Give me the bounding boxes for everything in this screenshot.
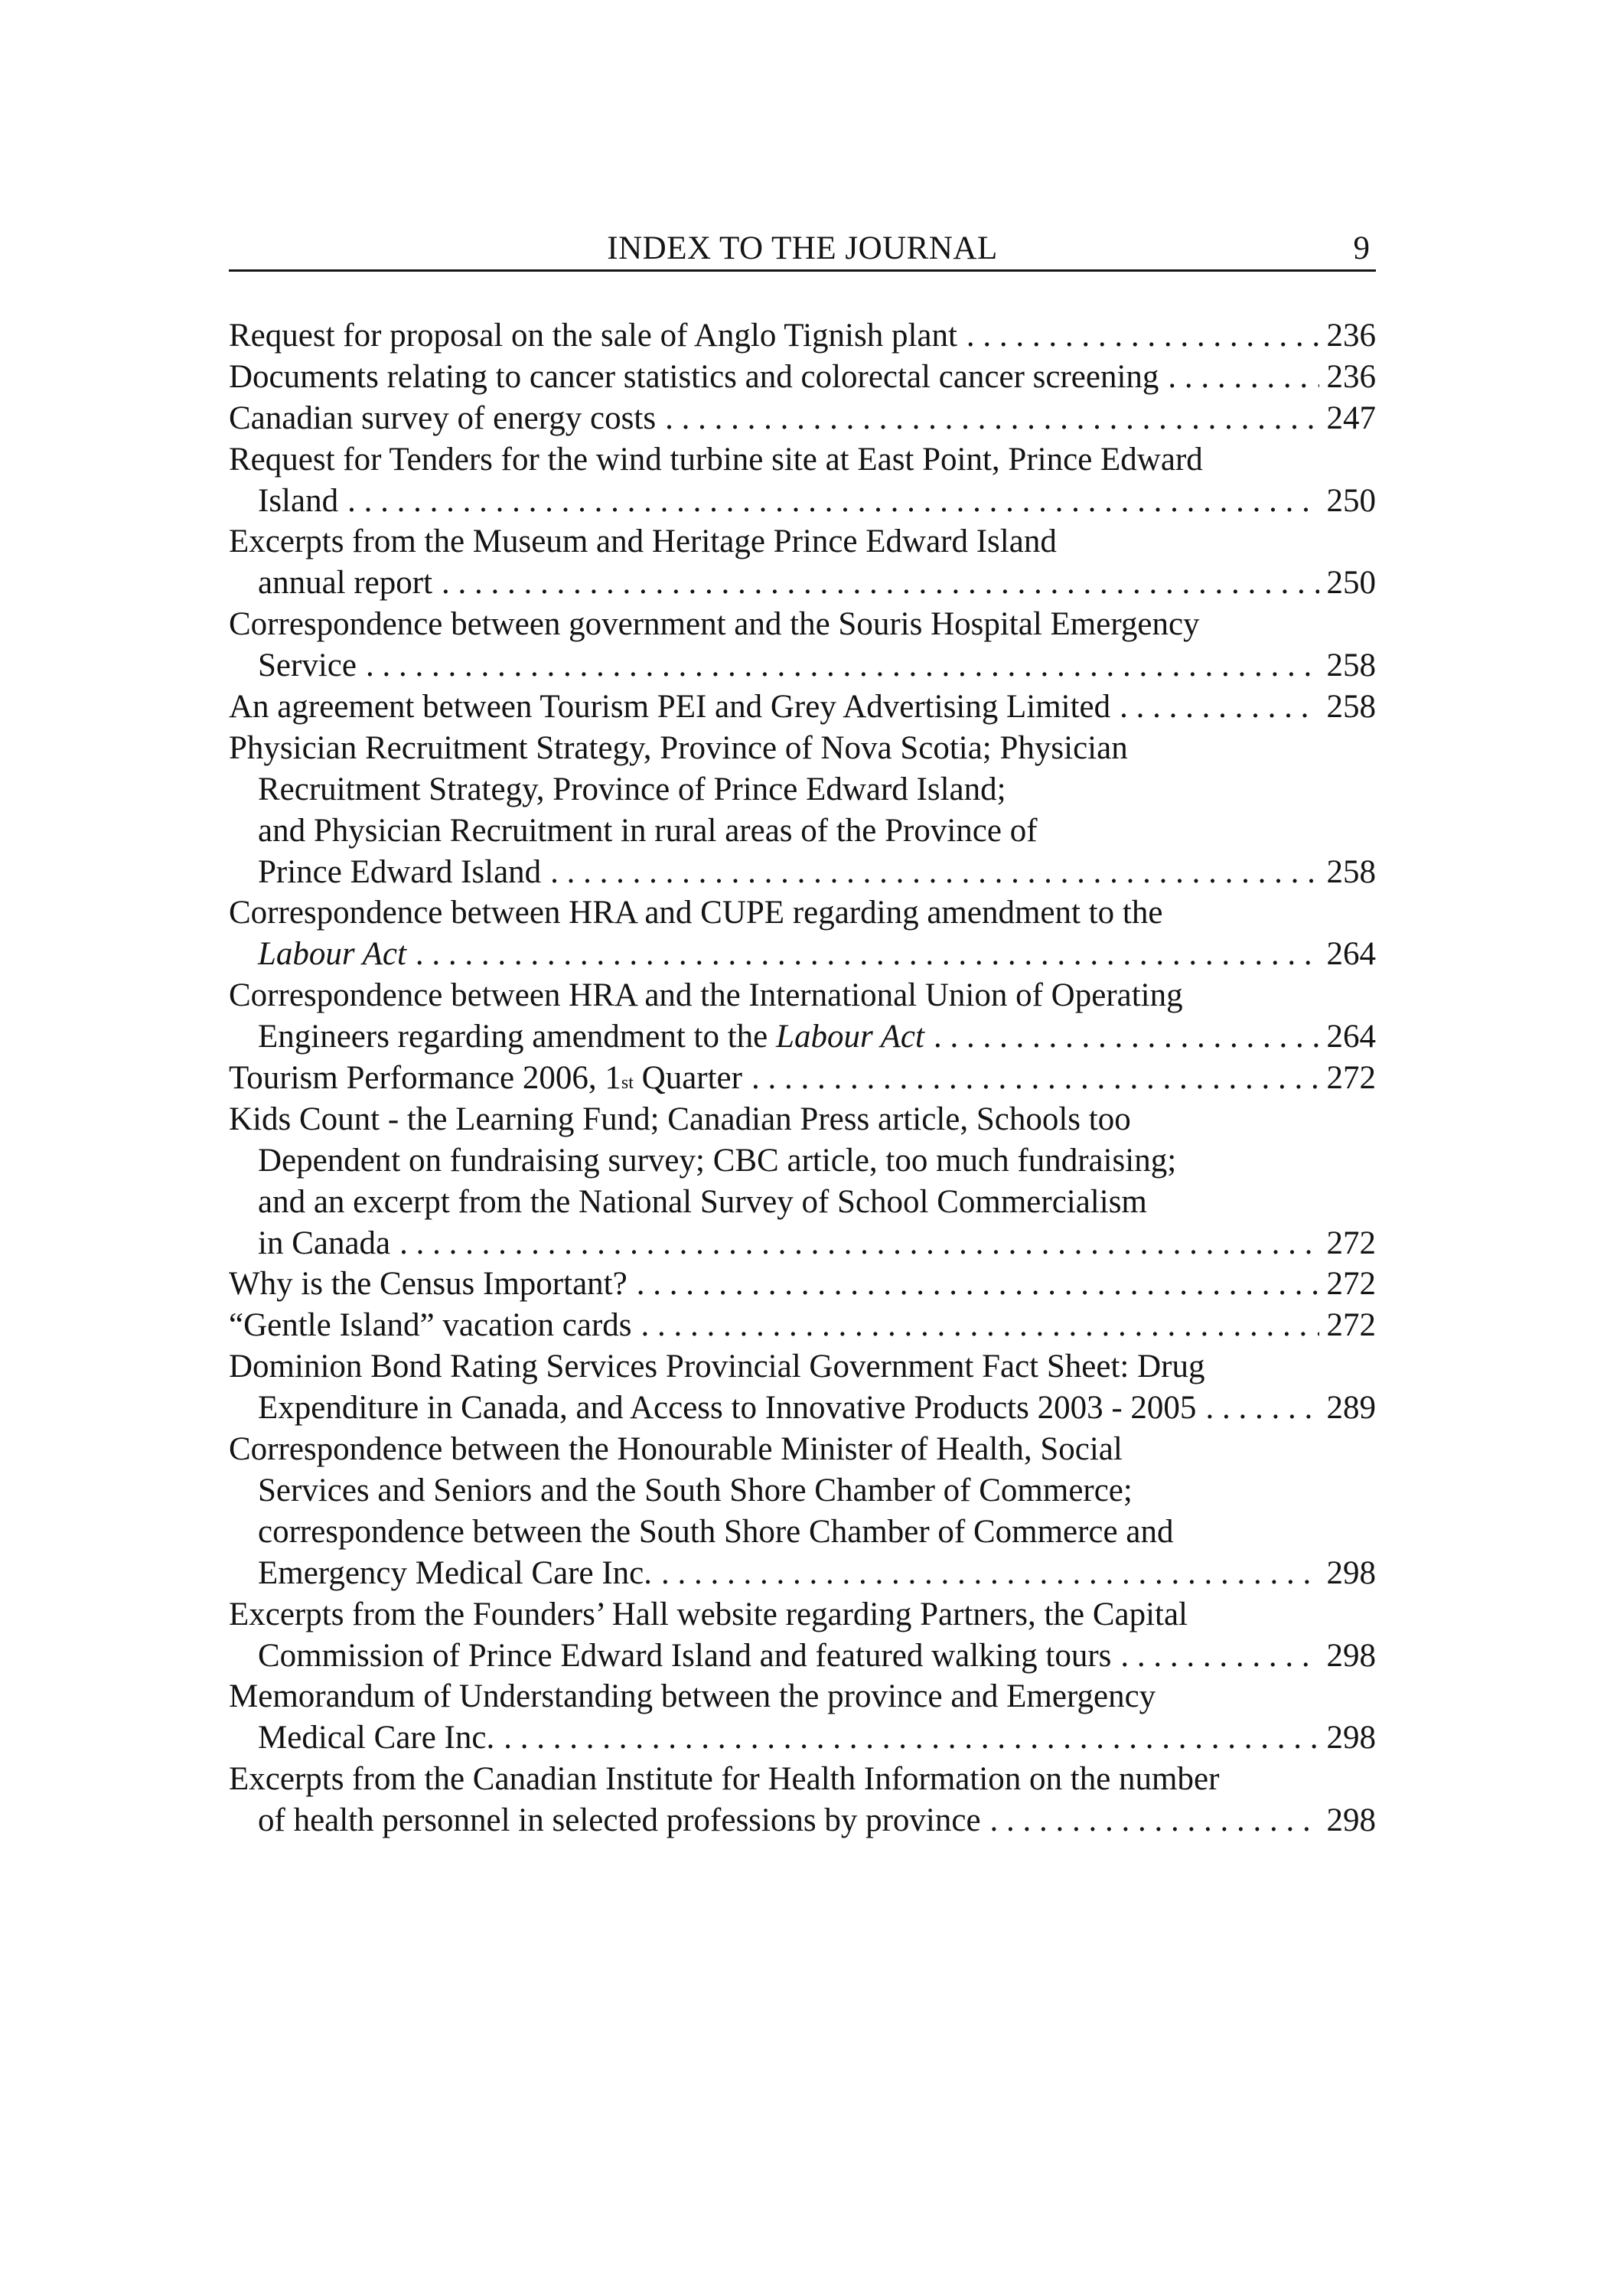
entry-page-number: 272: [1326, 1266, 1376, 1303]
index-entry-line: Tourism Performance 2006, 1 st Quarter . . . 272: [229, 1058, 1376, 1099]
index-entry: [229, 357, 1376, 398]
entry-page-number: 247: [1326, 400, 1376, 436]
entry-page-number: 272: [1326, 1060, 1376, 1097]
entry-text: Expenditure in Canada, and Access to Innovative Products 2003 - 2005: [258, 1390, 1197, 1427]
index-entry: [229, 687, 1376, 728]
index-entry-line: [229, 1429, 1376, 1470]
entry-page-number: 236: [1326, 358, 1376, 395]
entry-text: Kids Count - the Learning Fund; Canadian Press article, Schools too: [229, 1101, 1131, 1137]
entry-text: Correspondence between HRA and the International Union of Operating: [229, 977, 1183, 1014]
index-entry-line: [229, 892, 1376, 934]
index-entry-line: [229, 1594, 1376, 1636]
entry-page-number: 250: [1326, 565, 1376, 602]
index-entry-line: [229, 1676, 1376, 1717]
entry-text: of health personnel in selected professions by province: [258, 1802, 981, 1839]
index-entry: [229, 398, 1376, 439]
index-entry-line: [229, 315, 1376, 357]
entry-text: Canadian survey of energy costs: [229, 400, 657, 436]
dot-leader: [990, 1800, 1319, 1841]
dot-leader: [366, 645, 1319, 687]
entry-text: Excerpts from the Founders’ Hall website regarding Partners, the Capital: [229, 1596, 1188, 1632]
dot-leader: [550, 852, 1319, 893]
index-entry: [229, 1305, 1376, 1346]
index-entry-line: [229, 645, 1376, 687]
entry-page-number: 258: [1326, 689, 1376, 726]
index-entry-line: [229, 1264, 1376, 1305]
entry-page-number: 272: [1326, 1307, 1376, 1344]
entry-text: Dominion Bond Rating Services Provincial Government Fact Sheet: Drug: [229, 1349, 1205, 1385]
index-entry-line: [229, 521, 1376, 563]
dot-leader: [1120, 687, 1319, 728]
entry-text: Medical Care Inc.: [258, 1720, 495, 1756]
entry-text: Why is the Census Important?: [229, 1266, 627, 1303]
index-entry-line: [229, 357, 1376, 398]
entry-text: Quarter: [641, 1060, 742, 1097]
entry-text: Emergency Medical Care Inc.: [258, 1554, 652, 1591]
entry-text: Dependent on fundraising survey; CBC article, too much fundraising;: [258, 1142, 1177, 1179]
entry-page-number: 264: [1326, 936, 1376, 973]
entry-text: An agreement between Tourism PEI and Grey Advertising Limited: [229, 689, 1111, 726]
index-entry-line: [229, 975, 1376, 1016]
index-entry-line: [229, 934, 1376, 975]
dot-leader: [504, 1717, 1319, 1759]
dot-leader: [399, 1223, 1319, 1264]
index-entry: [229, 975, 1376, 1058]
entry-text: Recruitment Strategy, Province of Prince Edward Island;: [258, 771, 1006, 807]
entry-text-italic: Labour Act: [258, 936, 406, 973]
index-entry: [229, 1264, 1376, 1305]
index-entry: [229, 604, 1376, 687]
entry-page-number: 236: [1326, 318, 1376, 354]
index-entry-line: [229, 1223, 1376, 1264]
dot-leader: [1205, 1388, 1319, 1429]
dot-leader: [641, 1305, 1319, 1346]
entry-text: correspondence between the South Shore Chamber of Commerce and: [258, 1513, 1174, 1550]
dot-leader: [966, 315, 1319, 357]
index-entry-line: [229, 810, 1376, 852]
dot-leader: [751, 1058, 1319, 1099]
index-entry-line: [229, 398, 1376, 439]
entry-text: Request for Tenders for the wind turbine site at East Point, Prince Edward: [229, 441, 1203, 478]
index-entry: [229, 1676, 1376, 1759]
index-entry-line: [229, 1636, 1376, 1677]
index-entry-line: [229, 769, 1376, 810]
index-entry-line: [229, 1140, 1376, 1182]
index-entry-line: [229, 1470, 1376, 1512]
page-number: 9: [1353, 230, 1370, 266]
entry-page-number: 298: [1326, 1720, 1376, 1756]
entry-text: annual report: [258, 565, 433, 602]
dot-leader: [1168, 357, 1319, 398]
entry-page-number: 298: [1326, 1802, 1376, 1839]
index-entry: [229, 1429, 1376, 1594]
entry-text: Prince Edward Island: [258, 853, 542, 890]
index-entry-line: [229, 1717, 1376, 1759]
dot-leader: [661, 1553, 1319, 1594]
entry-text: Request for proposal on the sale of Anglo Tignish plant: [229, 318, 957, 354]
index-entry-line: [229, 563, 1376, 604]
entry-text: Island: [258, 482, 339, 519]
index-entry-line: [229, 1553, 1376, 1594]
entry-text: Excerpts from the Museum and Heritage Prince Edward Island: [229, 523, 1057, 560]
entry-page-number: 298: [1326, 1637, 1376, 1674]
index-entry-line: [229, 1512, 1376, 1553]
index-entry-line: [229, 439, 1376, 481]
entry-text: and an excerpt from the National Survey of School Commercialism: [258, 1183, 1147, 1220]
dot-leader: [442, 563, 1319, 604]
entry-text: Correspondence between government and the Souris Hospital Emergency: [229, 606, 1200, 643]
entry-text: “Gentle Island” vacation cards: [229, 1307, 632, 1344]
entry-text: in Canada: [258, 1225, 391, 1261]
index-entry-line: [229, 481, 1376, 522]
dot-leader: [665, 398, 1319, 439]
entry-text: Engineers regarding amendment to the: [258, 1019, 768, 1055]
entry-text: Memorandum of Understanding between the province and Emergency: [229, 1678, 1156, 1715]
entry-text: Excerpts from the Canadian Institute for Health Information on the number: [229, 1761, 1220, 1798]
entry-text: and Physician Recruitment in rural areas of the Province of: [258, 812, 1038, 849]
index-entry-line: [229, 1759, 1376, 1800]
index-list: [229, 315, 1376, 1841]
entry-text-italic: Labour Act: [776, 1019, 924, 1055]
index-entry-line: [229, 728, 1376, 769]
index-entry: [229, 1346, 1376, 1429]
running-header: [229, 228, 1376, 272]
index-entry: [229, 892, 1376, 975]
index-entry: [229, 521, 1376, 604]
entry-page-number: 298: [1326, 1554, 1376, 1591]
entry-page-number: 250: [1326, 482, 1376, 519]
index-entry: [229, 728, 1376, 893]
index-entry-line: [229, 1388, 1376, 1429]
dot-leader: [934, 1016, 1319, 1058]
index-entry-line: [229, 1346, 1376, 1388]
dot-leader: [637, 1264, 1319, 1305]
entry-text: Commission of Prince Edward Island and featured walking tours: [258, 1637, 1112, 1674]
index-entry: [229, 315, 1376, 357]
dot-leader: [416, 934, 1319, 975]
index-entry-line: [229, 1305, 1376, 1346]
index-entry-line: [229, 852, 1376, 893]
entry-text: Physician Recruitment Strategy, Province of Nova Scotia; Physician: [229, 729, 1128, 766]
entry-page-number: 258: [1326, 647, 1376, 684]
index-entry-line: [229, 1016, 1376, 1058]
index-entry: [229, 1058, 1376, 1099]
page-title: INDEX TO THE JOURNAL: [607, 230, 998, 266]
index-entry-line: [229, 604, 1376, 645]
entry-text: Documents relating to cancer statistics and colorectal cancer screening: [229, 358, 1159, 395]
index-entry-line: [229, 687, 1376, 728]
index-entry-line: [229, 1800, 1376, 1841]
dot-leader: [347, 481, 1319, 522]
entry-text: Tourism Performance 2006, 1: [229, 1060, 621, 1097]
entry-page-number: 264: [1326, 1019, 1376, 1055]
index-entry-line: [229, 1099, 1376, 1140]
entry-text: Service: [258, 647, 357, 684]
index-entry: [229, 1594, 1376, 1677]
index-entry: [229, 439, 1376, 522]
index-entry-line: [229, 1182, 1376, 1223]
entry-page-number: 272: [1326, 1225, 1376, 1261]
index-entry: [229, 1759, 1376, 1841]
entry-text: Services and Seniors and the South Shore Chamber of Commerce;: [258, 1472, 1133, 1508]
index-entry: [229, 1099, 1376, 1264]
entry-text: Correspondence between HRA and CUPE regarding amendment to the: [229, 895, 1163, 931]
entry-page-number: 258: [1326, 853, 1376, 890]
entry-text: Correspondence between the Honourable Minister of Health, Social: [229, 1431, 1123, 1468]
dot-leader: [1120, 1636, 1319, 1677]
entry-page-number: 289: [1326, 1390, 1376, 1427]
